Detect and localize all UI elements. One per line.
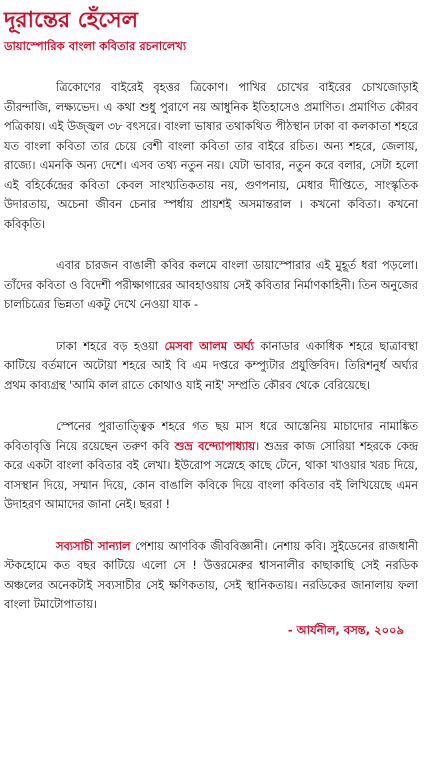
paragraph-poet-argho [4, 337, 418, 396]
paragraph-poet-sabyasachi [4, 537, 418, 615]
author-signature: - আর্যনীল, বসন্ত, ২০০৯ [287, 622, 404, 637]
paragraph-text: ত্রিকোণের বাইরেই বৃহত্তর ত্রিকোণ। পাখির চোখের বাইরের চোখজোড়াই তীরন্দাজি, লক্ষ্যভেদ। এ কথা শুধু পুরাণে নয় আধুনিক ইতিহাসেও প্রমাণিত। প্রমাণিত কৌরব পত্রিকায়। এই উজ্জ্বল ৩৮ বৎসরে। বাংলা ভাষার তথাকথিত পীঠস্থান ঢাকা বা কলকাতা শহরে যত বাংলা কবিতা তার চেয়ে বেশী বাংলা কবিতা তার বাইরে রচিত। অন্য শহরে, জেলায়, রাজ্যে। এমনকি অন্য দেশে। এসব তথ্য নতুন নয়। যেটা ভাবার, নতুন করে বলার, সেটা হলো এই বহির্কেন্দ্রের কবিতা কেবল সাংখ্যতিকতায় নয়, গুণপনায়, মেধার দীপ্তিতে, সাংস্কৃতিক উদারতায়, অচেনা জীবন চেনার স্পর্ধায় প্রায়শই অসমান্তরাল । কখনো কবিতা। কখনো কবিকৃতি। [4, 81, 418, 231]
page-subtitle: ডায়াস্পোরিক বাংলা কবিতার রচনালেখ্য [4, 39, 187, 53]
paragraph-poets-overview [4, 256, 418, 315]
paragraph-text: । শুভ্রর কাজ সোরিয়া শহরকে কেন্দ্র করে একটা বাংলা কবিতার বই লেখা। ইউরোপ সস্নেহে কাছে টেনে, থাকা খাওয়ার খরচ দিয়ে, বাসস্থান দিয়ে, সম্মান দিয়ে, কোন বাঙালি কবিকে দিয়ে বাংলা কবিতার বই লিখিয়েছে এমন উদাহরণ আমাদের জানা নেই। ছররা ! [4, 439, 418, 511]
paragraph-text: স্পেনের পুরাতাত্ত্বিক শহরে গত ছয় মাস ধরে আস্তেনিয় মাচাদোর নামাঙ্কিত কবিতাবৃত্তি নিয়ে রয়েছেন তরুণ কবি [4, 420, 418, 453]
poet-name-highlight: মেসবা আলম অর্ঘ্য [164, 339, 254, 353]
page-title: দূরান্তের হেঁসেল [4, 8, 139, 33]
paragraph-text: কানাডার একাধিক শহরে ছাত্রাবস্থা কাটিয়ে বর্তমানে অটোয়া শহরে আই বি এম দপ্তরে কম্প্যুটার প্রযুক্তিবিদ। তিরিশনুর্ধ অর্ঘ্যর প্রথম কাব্যগ্রন্থ 'আমি কাল রাতে কোথাও যাই নাই' সম্প্রতি কৌরব থেকে বেরিয়েছে। [4, 339, 418, 392]
poet-name-highlight: সব্যসাচী সান্যাল [56, 539, 131, 553]
paragraph-text: পেশায় আণবিক জীববিজ্ঞানী। নেশায় কবি। সুইডেনের রাজধানী স্টকহোমে কত বছর কাটিয়ে এলো সে ! উত্তরমেরুর শ্বাসনালীর কাছাকাছি সেই নরডিক অঞ্চলের অনেকটাই সব্যসাচীর সেই ক্ষণিকতায়, সেই স্থানিকতায়। নরডিকের জানালায় ফলা বাংলা টমাটোপাতায়। [4, 539, 418, 611]
paragraph-text: ঢাকা শহরে বড় হওয়া [56, 339, 165, 353]
paragraph-poet-shubhro [4, 417, 418, 515]
paragraph-text: এবার চারজন বাঙালী কবির কলমে বাংলা ডায়াস্পোরার এই মুহূর্ত ধরা পড়লো। তাঁদের কবিতা ও বিদেশী পরীক্ষাগারের আবহাওয়ায় সেই কবিতার নির্মাণকাহিনী। তিন অনুজের চালচিত্রের ভিন্নতা একটু দেখে নেওয়া যাক - [4, 259, 418, 311]
poet-name-highlight: শুভ্র বন্দ্যোপাধ্যায় [174, 439, 256, 453]
paragraph-intro [4, 78, 418, 234]
